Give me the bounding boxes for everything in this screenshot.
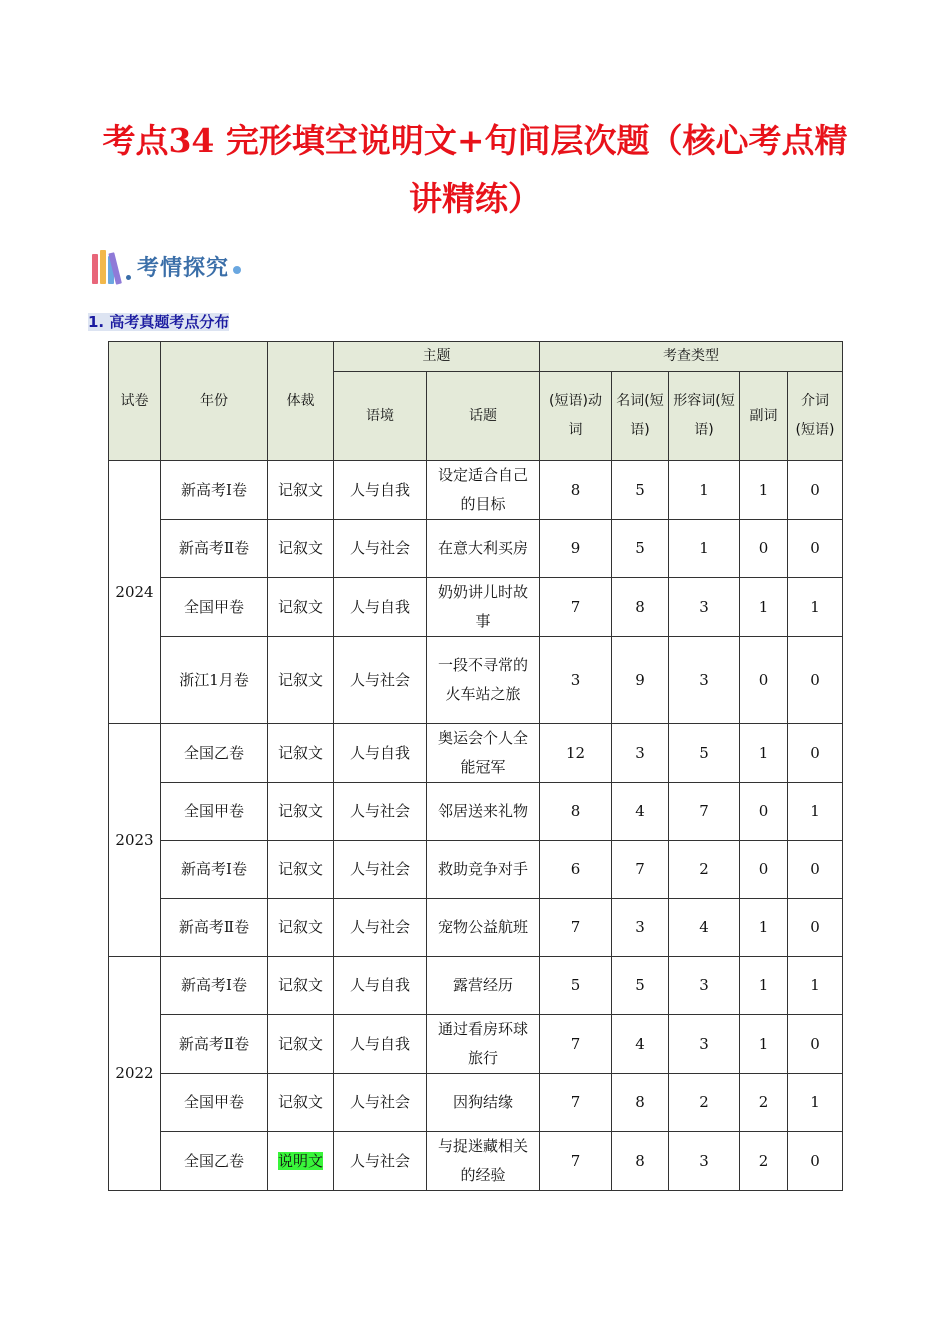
highlighted-genre: 说明文 bbox=[277, 1151, 323, 1170]
noun-cell: 5 bbox=[612, 461, 669, 520]
topic-cell: 与捉迷藏相关的经验 bbox=[427, 1132, 540, 1191]
verb-cell: 7 bbox=[540, 1074, 612, 1132]
verb-cell: 8 bbox=[540, 783, 612, 841]
prep-cell: 0 bbox=[788, 461, 843, 520]
header-genre: 体裁 bbox=[268, 342, 334, 461]
verb-cell: 8 bbox=[540, 461, 612, 520]
prep-cell: 1 bbox=[788, 1074, 843, 1132]
year-cell: 2022 bbox=[109, 957, 161, 1191]
paper-cell: 新高考Ⅱ卷 bbox=[161, 520, 268, 578]
header-noun: 名词(短语) bbox=[612, 372, 669, 461]
prep-cell: 0 bbox=[788, 637, 843, 724]
topic-cell: 通过看房环球旅行 bbox=[427, 1015, 540, 1074]
topic-cell: 奶奶讲儿时故事 bbox=[427, 578, 540, 637]
genre-cell: 记叙文 bbox=[268, 841, 334, 899]
adj-cell: 3 bbox=[669, 1015, 740, 1074]
paper-cell: 新高考Ⅰ卷 bbox=[161, 461, 268, 520]
topic-cell: 救助竞争对手 bbox=[427, 841, 540, 899]
noun-cell: 8 bbox=[612, 1074, 669, 1132]
header-theme: 主题 bbox=[334, 342, 540, 372]
section-heading-text: 1. 高考真题考点分布 bbox=[88, 313, 230, 331]
context-cell: 人与社会 bbox=[334, 783, 427, 841]
header-context: 语境 bbox=[334, 372, 427, 461]
noun-cell: 5 bbox=[612, 957, 669, 1015]
prep-cell: 0 bbox=[788, 520, 843, 578]
page-title-line2: 讲精练） bbox=[409, 179, 541, 218]
genre-cell: 记叙文 bbox=[268, 461, 334, 520]
paper-cell: 全国乙卷 bbox=[161, 724, 268, 783]
adj-cell: 3 bbox=[669, 957, 740, 1015]
page-title-line1: 考点34 完形填空说明文+句间层次题（核心考点精 bbox=[102, 121, 848, 160]
table-row bbox=[109, 841, 843, 899]
adv-cell: 1 bbox=[740, 461, 788, 520]
noun-cell: 7 bbox=[612, 841, 669, 899]
adv-cell: 0 bbox=[740, 637, 788, 724]
paper-cell: 浙江1月卷 bbox=[161, 637, 268, 724]
verb-cell: 6 bbox=[540, 841, 612, 899]
genre-cell: 记叙文 bbox=[268, 520, 334, 578]
header-paper: 试卷 bbox=[109, 342, 161, 461]
noun-cell: 9 bbox=[612, 637, 669, 724]
adj-cell: 2 bbox=[669, 841, 740, 899]
genre-cell: 记叙文 bbox=[268, 637, 334, 724]
topic-cell: 设定适合自己的目标 bbox=[427, 461, 540, 520]
context-cell: 人与社会 bbox=[334, 899, 427, 957]
paper-cell: 全国甲卷 bbox=[161, 578, 268, 637]
paper-cell: 全国乙卷 bbox=[161, 1132, 268, 1191]
genre-cell: 记叙文 bbox=[268, 578, 334, 637]
table-row bbox=[109, 578, 843, 637]
noun-cell: 4 bbox=[612, 1015, 669, 1074]
verb-cell: 5 bbox=[540, 957, 612, 1015]
adv-cell: 0 bbox=[740, 841, 788, 899]
topic-cell: 宠物公益航班 bbox=[427, 899, 540, 957]
topic-cell: 在意大利买房 bbox=[427, 520, 540, 578]
table-row bbox=[109, 783, 843, 841]
books-icon bbox=[92, 248, 124, 284]
adj-cell: 7 bbox=[669, 783, 740, 841]
genre-cell bbox=[268, 1132, 334, 1191]
topic-cell: 奥运会个人全能冠军 bbox=[427, 724, 540, 783]
prep-cell: 1 bbox=[788, 578, 843, 637]
paper-cell: 新高考Ⅱ卷 bbox=[161, 1015, 268, 1074]
section-banner bbox=[92, 246, 241, 286]
prep-cell: 0 bbox=[788, 899, 843, 957]
context-cell: 人与自我 bbox=[334, 1015, 427, 1074]
genre-cell: 记叙文 bbox=[268, 899, 334, 957]
adv-cell: 1 bbox=[740, 957, 788, 1015]
adj-cell: 3 bbox=[669, 1132, 740, 1191]
table-row bbox=[109, 1074, 843, 1132]
adj-cell: 2 bbox=[669, 1074, 740, 1132]
topic-cell: 一段不寻常的火车站之旅 bbox=[427, 637, 540, 724]
header-verb: (短语)动词 bbox=[540, 372, 612, 461]
header-topic: 话题 bbox=[427, 372, 540, 461]
section-heading bbox=[88, 311, 229, 332]
prep-cell: 1 bbox=[788, 783, 843, 841]
verb-cell: 7 bbox=[540, 899, 612, 957]
table-row bbox=[109, 1132, 843, 1191]
header-adv: 副词 bbox=[740, 372, 788, 461]
noun-cell: 8 bbox=[612, 1132, 669, 1191]
dot-icon bbox=[233, 266, 241, 274]
adv-cell: 0 bbox=[740, 783, 788, 841]
prep-cell: 0 bbox=[788, 1132, 843, 1191]
table-body bbox=[109, 461, 843, 1191]
verb-cell: 12 bbox=[540, 724, 612, 783]
header-year: 年份 bbox=[161, 342, 268, 461]
year-cell: 2024 bbox=[109, 461, 161, 724]
adj-cell: 1 bbox=[669, 461, 740, 520]
adv-cell: 1 bbox=[740, 578, 788, 637]
adj-cell: 3 bbox=[669, 578, 740, 637]
table-row bbox=[109, 520, 843, 578]
context-cell: 人与自我 bbox=[334, 957, 427, 1015]
noun-cell: 5 bbox=[612, 520, 669, 578]
prep-cell: 0 bbox=[788, 724, 843, 783]
table-row bbox=[109, 957, 843, 1015]
genre-cell: 记叙文 bbox=[268, 1015, 334, 1074]
context-cell: 人与社会 bbox=[334, 1132, 427, 1191]
genre-cell: 记叙文 bbox=[268, 957, 334, 1015]
noun-cell: 3 bbox=[612, 724, 669, 783]
verb-cell: 7 bbox=[540, 578, 612, 637]
context-cell: 人与社会 bbox=[334, 637, 427, 724]
context-cell: 人与社会 bbox=[334, 841, 427, 899]
table-row bbox=[109, 724, 843, 783]
topic-cell: 因狗结缘 bbox=[427, 1074, 540, 1132]
table-row bbox=[109, 461, 843, 520]
banner-text: 考情探究 bbox=[137, 255, 230, 281]
genre-cell: 记叙文 bbox=[268, 1074, 334, 1132]
exam-distribution-table bbox=[108, 341, 843, 1191]
noun-cell: 4 bbox=[612, 783, 669, 841]
verb-cell: 9 bbox=[540, 520, 612, 578]
adv-cell: 1 bbox=[740, 1015, 788, 1074]
table-row bbox=[109, 899, 843, 957]
adj-cell: 5 bbox=[669, 724, 740, 783]
header-types: 考查类型 bbox=[540, 342, 843, 372]
page-title bbox=[60, 112, 890, 228]
context-cell: 人与社会 bbox=[334, 520, 427, 578]
adj-cell: 4 bbox=[669, 899, 740, 957]
topic-cell: 邻居送来礼物 bbox=[427, 783, 540, 841]
year-cell: 2023 bbox=[109, 724, 161, 957]
adv-cell: 0 bbox=[740, 520, 788, 578]
verb-cell: 3 bbox=[540, 637, 612, 724]
noun-cell: 8 bbox=[612, 578, 669, 637]
header-adj: 形容词(短语) bbox=[669, 372, 740, 461]
paper-cell: 全国甲卷 bbox=[161, 1074, 268, 1132]
verb-cell: 7 bbox=[540, 1132, 612, 1191]
adj-cell: 3 bbox=[669, 637, 740, 724]
adv-cell: 1 bbox=[740, 899, 788, 957]
genre-cell: 记叙文 bbox=[268, 783, 334, 841]
table-row bbox=[109, 1015, 843, 1074]
genre-cell: 记叙文 bbox=[268, 724, 334, 783]
paper-cell: 全国甲卷 bbox=[161, 783, 268, 841]
paper-cell: 新高考Ⅰ卷 bbox=[161, 957, 268, 1015]
prep-cell: 0 bbox=[788, 841, 843, 899]
context-cell: 人与社会 bbox=[334, 1074, 427, 1132]
context-cell: 人与自我 bbox=[334, 461, 427, 520]
context-cell: 人与自我 bbox=[334, 724, 427, 783]
noun-cell: 3 bbox=[612, 899, 669, 957]
paper-cell: 新高考Ⅱ卷 bbox=[161, 899, 268, 957]
dot-icon bbox=[126, 275, 131, 280]
header-prep: 介词(短语) bbox=[788, 372, 843, 461]
topic-cell: 露营经历 bbox=[427, 957, 540, 1015]
table-row bbox=[109, 637, 843, 724]
prep-cell: 0 bbox=[788, 1015, 843, 1074]
context-cell: 人与自我 bbox=[334, 578, 427, 637]
adv-cell: 1 bbox=[740, 724, 788, 783]
verb-cell: 7 bbox=[540, 1015, 612, 1074]
adj-cell: 1 bbox=[669, 520, 740, 578]
paper-cell: 新高考Ⅰ卷 bbox=[161, 841, 268, 899]
adv-cell: 2 bbox=[740, 1132, 788, 1191]
prep-cell: 1 bbox=[788, 957, 843, 1015]
adv-cell: 2 bbox=[740, 1074, 788, 1132]
